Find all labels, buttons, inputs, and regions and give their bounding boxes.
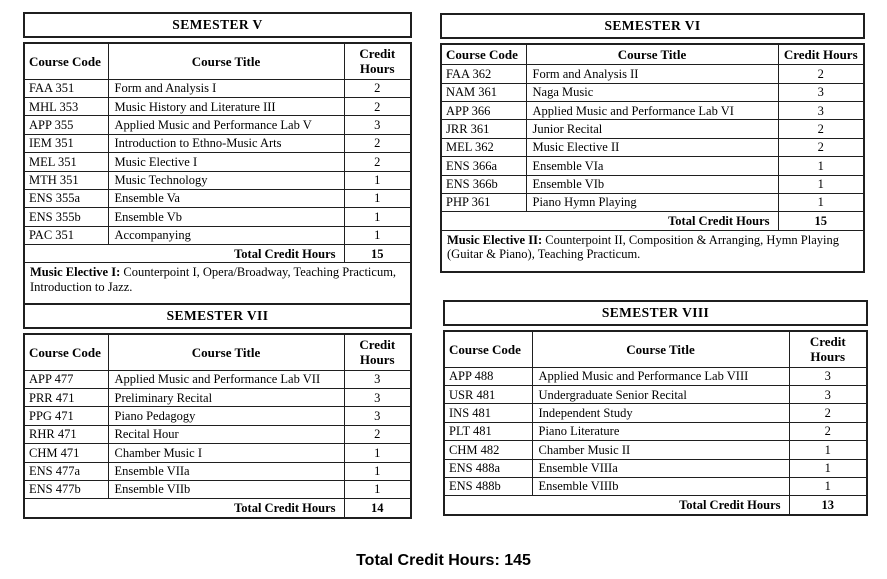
course-title-cell: Accompanying (108, 226, 344, 244)
credit-hours-cell: 3 (778, 102, 864, 120)
course-row (24, 425, 411, 443)
credit-hours-cell: 3 (344, 389, 411, 407)
credit-hours-cell: 2 (778, 138, 864, 156)
course-title-cell: Introduction to Ethno-Music Arts (108, 134, 344, 152)
course-code-cell: PPG 471 (24, 407, 108, 425)
note-lead-in: Music Elective I: (30, 265, 121, 280)
header-row (24, 334, 411, 370)
semester-viii-section (443, 300, 868, 516)
course-code-header: Course Code (441, 44, 526, 65)
note-row (441, 230, 864, 272)
course-code-cell: ENS 366b (441, 175, 526, 193)
course-title-cell: Music Elective I (108, 153, 344, 171)
note-text: Counterpoint I, Opera/Broadway, Teaching Practicum, Introduction to Jazz. (30, 265, 397, 294)
course-title-cell: Naga Music (526, 83, 778, 101)
course-row (441, 193, 864, 211)
course-row (444, 386, 867, 404)
music-elective-note (24, 263, 411, 305)
course-code-header: Course Code (24, 334, 108, 370)
course-code-cell: ENS 366a (441, 157, 526, 175)
course-row (441, 120, 864, 138)
course-title-cell: Ensemble Va (108, 189, 344, 207)
course-code-cell: IEM 351 (24, 134, 108, 152)
course-code-cell: MEL 362 (441, 138, 526, 156)
course-row (24, 153, 411, 171)
credit-hours-cell: 2 (789, 404, 867, 422)
course-code-cell: CHM 471 (24, 444, 108, 462)
course-row (24, 208, 411, 226)
course-title-cell: Preliminary Recital (108, 389, 344, 407)
semester-vi-course-table (440, 43, 865, 273)
credit-hours-cell: 1 (344, 226, 411, 244)
semester-vii-course-table (23, 333, 412, 519)
semester-vi-title: SEMESTER VI (440, 13, 865, 39)
course-title-cell: Independent Study (532, 404, 789, 422)
course-code-cell: RHR 471 (24, 425, 108, 443)
credit-hours-cell: 1 (778, 157, 864, 175)
grand-total-credit-hours: Total Credit Hours: 145 (356, 552, 531, 569)
credit-hours-cell: 3 (778, 83, 864, 101)
credit-hours-header: Credit Hours (344, 43, 411, 79)
course-code-cell: NAM 361 (441, 83, 526, 101)
course-title-cell: Ensemble VIIIb (532, 477, 789, 495)
course-row (441, 138, 864, 156)
credit-hours-cell: 2 (778, 120, 864, 138)
course-row (24, 480, 411, 498)
credit-hours-cell: 1 (778, 193, 864, 211)
course-row (24, 226, 411, 244)
semester-v-course-table (23, 42, 412, 306)
credit-hours-cell: 2 (789, 422, 867, 440)
course-row (444, 441, 867, 459)
course-code-cell: PHP 361 (441, 193, 526, 211)
course-title-header: Course Title (108, 334, 344, 370)
course-row (444, 459, 867, 477)
course-code-cell: USR 481 (444, 386, 532, 404)
header-row (444, 331, 867, 367)
course-title-header: Course Title (532, 331, 789, 367)
course-code-cell: PRR 471 (24, 389, 108, 407)
semester-vii-title: SEMESTER VII (23, 303, 412, 329)
course-code-cell: FAA 351 (24, 79, 108, 97)
course-title-cell: Chamber Music I (108, 444, 344, 462)
course-code-cell: JRR 361 (441, 120, 526, 138)
header-row (24, 43, 411, 79)
course-code-cell: MEL 351 (24, 153, 108, 171)
note-row (24, 263, 411, 305)
course-code-cell: MHL 353 (24, 98, 108, 116)
semester-viii-course-table (443, 330, 868, 516)
total-credit-hours-label: Total Credit Hours (444, 496, 789, 515)
semester-vii-section (23, 303, 412, 519)
course-row (441, 83, 864, 101)
course-row (441, 65, 864, 83)
course-row (24, 171, 411, 189)
course-code-header: Course Code (444, 331, 532, 367)
course-row (24, 79, 411, 97)
course-row (444, 367, 867, 385)
course-code-cell: CHM 482 (444, 441, 532, 459)
course-title-header: Course Title (526, 44, 778, 65)
semester-vi-section (440, 13, 865, 273)
course-title-cell: Piano Literature (532, 422, 789, 440)
course-title-cell: Applied Music and Performance Lab VII (108, 370, 344, 388)
credit-hours-cell: 2 (344, 134, 411, 152)
course-code-cell: PLT 481 (444, 422, 532, 440)
header-row (441, 44, 864, 65)
credit-hours-cell: 3 (344, 116, 411, 134)
course-code-cell: APP 477 (24, 370, 108, 388)
semester-v-section (23, 12, 412, 306)
credit-hours-cell: 3 (344, 370, 411, 388)
course-row (24, 389, 411, 407)
course-row (444, 404, 867, 422)
course-title-cell: Ensemble VIa (526, 157, 778, 175)
course-row (24, 116, 411, 134)
total-row (444, 496, 867, 515)
total-credit-hours-value: 13 (789, 496, 867, 515)
course-row (24, 462, 411, 480)
course-code-cell: ENS 355b (24, 208, 108, 226)
course-row (24, 98, 411, 116)
course-row (441, 175, 864, 193)
total-credit-hours-label: Total Credit Hours (24, 499, 344, 518)
course-title-cell: Ensemble VIIIa (532, 459, 789, 477)
credit-hours-header: Credit Hours (778, 44, 864, 65)
course-title-cell: Music Elective II (526, 138, 778, 156)
credit-hours-cell: 1 (778, 175, 864, 193)
total-credit-hours-label: Total Credit Hours (441, 212, 778, 230)
course-row (441, 157, 864, 175)
note-lead-in: Music Elective II: (447, 232, 543, 247)
credit-hours-cell: 1 (344, 444, 411, 462)
credit-hours-cell: 1 (344, 171, 411, 189)
semester-v-title: SEMESTER V (23, 12, 412, 38)
course-title-cell: Ensemble VIIa (108, 462, 344, 480)
course-row (441, 102, 864, 120)
course-title-cell: Form and Analysis I (108, 79, 344, 97)
semester-viii-title: SEMESTER VIII (443, 300, 868, 326)
total-row (24, 245, 411, 263)
credit-hours-header: Credit Hours (344, 334, 411, 370)
course-row (24, 134, 411, 152)
course-code-cell: ENS 355a (24, 189, 108, 207)
course-code-cell: FAA 362 (441, 65, 526, 83)
course-code-cell: INS 481 (444, 404, 532, 422)
course-row (24, 407, 411, 425)
credit-hours-cell: 2 (344, 98, 411, 116)
course-title-cell: Ensemble Vb (108, 208, 344, 226)
course-title-cell: Form and Analysis II (526, 65, 778, 83)
course-title-cell: Music History and Literature III (108, 98, 344, 116)
total-credit-hours-value: 14 (344, 499, 411, 518)
course-title-cell: Music Technology (108, 171, 344, 189)
credit-hours-cell: 1 (344, 462, 411, 480)
course-code-cell: ENS 488a (444, 459, 532, 477)
course-title-cell: Piano Hymn Playing (526, 193, 778, 211)
course-row (24, 444, 411, 462)
credit-hours-cell: 2 (344, 79, 411, 97)
total-credit-hours-value: 15 (778, 212, 864, 230)
course-code-cell: ENS 477a (24, 462, 108, 480)
course-code-cell: MTH 351 (24, 171, 108, 189)
credit-hours-cell: 1 (789, 477, 867, 495)
course-code-cell: APP 355 (24, 116, 108, 134)
course-title-cell: Applied Music and Performance Lab VI (526, 102, 778, 120)
course-code-cell: APP 366 (441, 102, 526, 120)
course-code-header: Course Code (24, 43, 108, 79)
credit-hours-cell: 2 (344, 425, 411, 443)
course-title-cell: Recital Hour (108, 425, 344, 443)
total-credit-hours-label: Total Credit Hours (24, 245, 344, 263)
course-title-cell: Piano Pedagogy (108, 407, 344, 425)
course-title-cell: Ensemble VIIb (108, 480, 344, 498)
course-code-cell: PAC 351 (24, 226, 108, 244)
credit-hours-cell: 3 (344, 407, 411, 425)
course-row (444, 477, 867, 495)
total-row (24, 499, 411, 518)
credit-hours-cell: 2 (344, 153, 411, 171)
course-title-cell: Applied Music and Performance Lab V (108, 116, 344, 134)
course-code-cell: ENS 477b (24, 480, 108, 498)
course-title-cell: Undergraduate Senior Recital (532, 386, 789, 404)
music-elective-note (441, 230, 864, 272)
credit-hours-cell: 2 (778, 65, 864, 83)
credit-hours-header: Credit Hours (789, 331, 867, 367)
course-row (24, 370, 411, 388)
credit-hours-cell: 1 (344, 208, 411, 226)
credit-hours-cell: 3 (789, 386, 867, 404)
total-row (441, 212, 864, 230)
credit-hours-cell: 1 (789, 459, 867, 477)
credit-hours-cell: 1 (789, 441, 867, 459)
credit-hours-cell: 3 (789, 367, 867, 385)
credit-hours-cell: 1 (344, 189, 411, 207)
course-code-cell: APP 488 (444, 367, 532, 385)
course-row (444, 422, 867, 440)
total-credit-hours-value: 15 (344, 245, 411, 263)
course-title-cell: Junior Recital (526, 120, 778, 138)
course-title-cell: Applied Music and Performance Lab VIII (532, 367, 789, 385)
course-title-cell: Ensemble VIb (526, 175, 778, 193)
course-title-cell: Chamber Music II (532, 441, 789, 459)
course-title-header: Course Title (108, 43, 344, 79)
course-row (24, 189, 411, 207)
course-code-cell: ENS 488b (444, 477, 532, 495)
note-text: Counterpoint II, Composition & Arranging, Hymn Playing (Guitar & Piano), Teaching Practicum. (447, 232, 839, 262)
credit-hours-cell: 1 (344, 480, 411, 498)
